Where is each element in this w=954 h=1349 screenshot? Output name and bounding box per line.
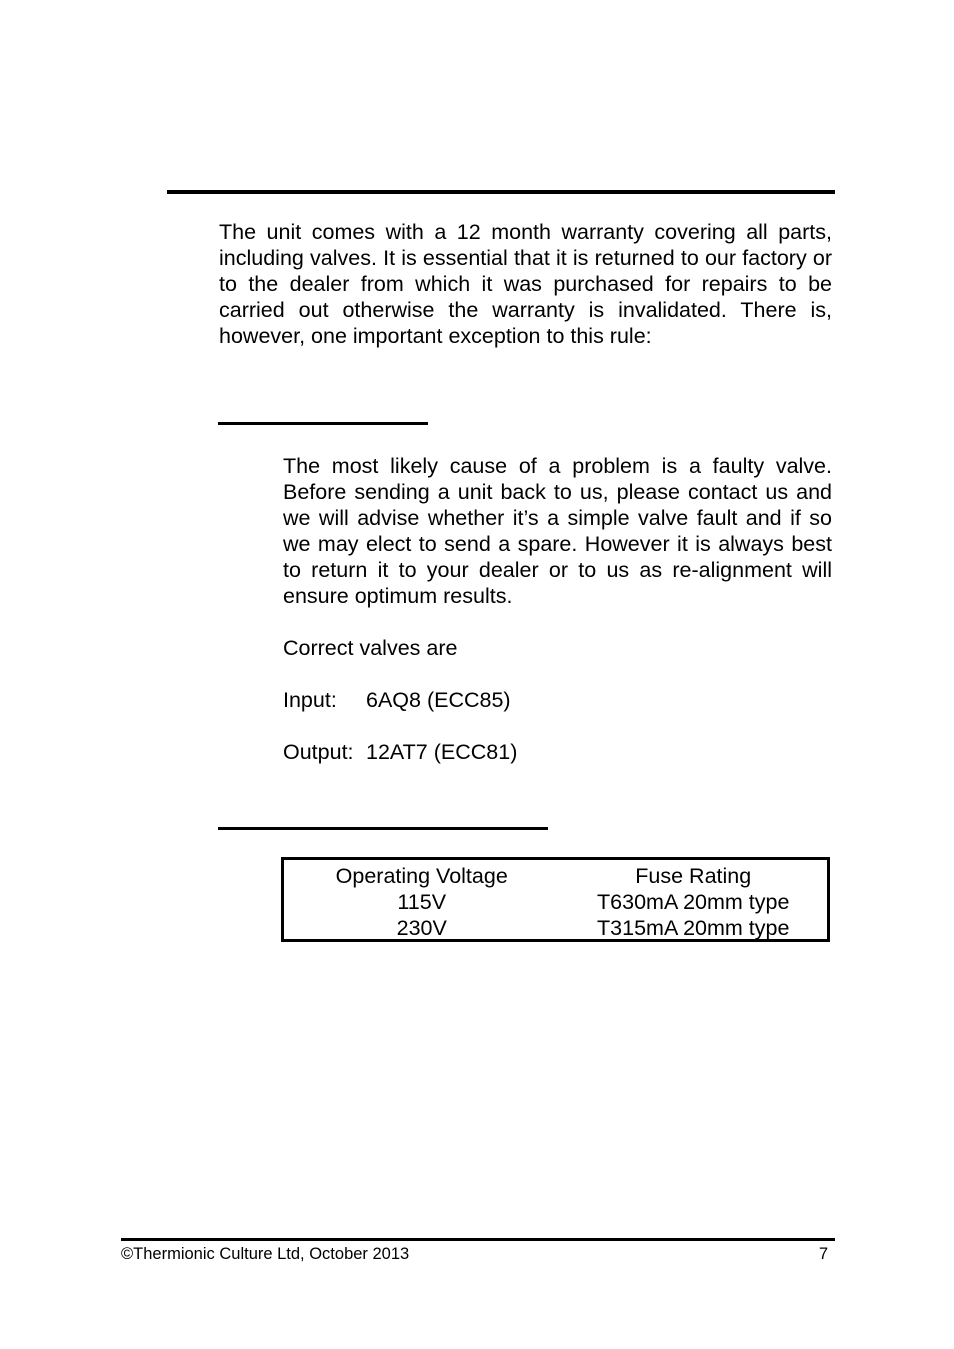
table-row xyxy=(284,889,827,915)
correct-valves-label: Correct valves are xyxy=(283,636,458,660)
output-valve-value: 12AT7 (ECC81) xyxy=(366,740,518,764)
header-operating-voltage: Operating Voltage xyxy=(335,864,508,888)
header-fuse-rating: Fuse Rating xyxy=(635,864,752,888)
output-valve-label: Output: xyxy=(283,740,354,764)
page-number: 7 xyxy=(818,1245,828,1263)
fuse-section-rule xyxy=(218,827,548,830)
voltage-cell: 230V xyxy=(396,916,447,940)
fuse-rating-cell: T315mA 20mm type xyxy=(597,916,790,940)
valve-paragraph: The most likely cause of a problem is a faulty valve. Before sending a unit back to us, please contact us and we will advise whether it’s a simple valve fault and if so we may elect to send a spare. However it is always best to return it to your dealer or to us as re-alignment will ensure optimum results. xyxy=(283,454,832,608)
valve-section-rule xyxy=(218,422,428,425)
footer-copyright: ©Thermionic Culture Ltd, October 2013 xyxy=(121,1245,410,1263)
top-section-rule xyxy=(167,190,835,194)
fuse-table-header-row xyxy=(284,863,827,889)
footer-rule xyxy=(121,1238,835,1241)
warranty-paragraph: The unit comes with a 12 month warranty covering all parts, including valves. It is essential that it is returned to our factory or to the dealer from which it was purchased for repairs to be carried out otherwise the warranty is invalidated. There is, however, one important exception to this rule: xyxy=(219,220,832,348)
input-valve-value: 6AQ8 (ECC85) xyxy=(366,688,511,712)
fuse-table xyxy=(281,857,830,942)
voltage-cell: 115V xyxy=(397,890,447,914)
table-row xyxy=(284,915,827,941)
fuse-rating-cell: T630mA 20mm type xyxy=(597,890,790,914)
input-valve-label: Input: xyxy=(283,688,337,712)
